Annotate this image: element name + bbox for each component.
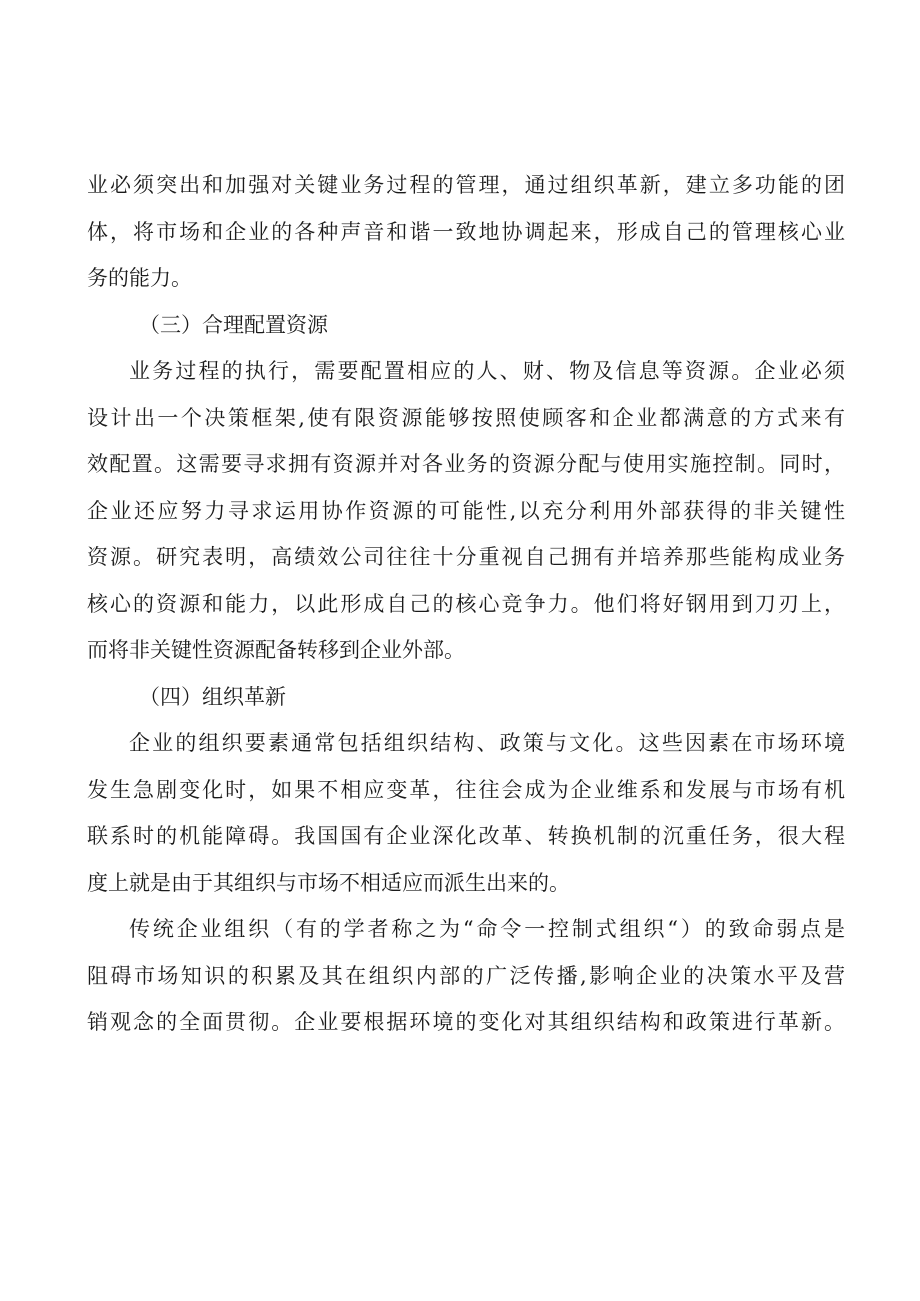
text-line: 效配置。这需要寻求拥有资源并对各业务的资源分配与使用实施控制。同时， bbox=[87, 452, 845, 476]
text-line: 体，将市场和企业的各种声音和谐一致地协调起来，形成自己的管理核心业 bbox=[87, 219, 845, 244]
text-line: 资源。研究表明，高绩效公司往往十分重视自己拥有并培养那些能构成业务 bbox=[87, 545, 845, 569]
text-line: 度上就是由于其组织与市场不相适应而派生出来的。 bbox=[87, 870, 570, 895]
text-line: 联系时的机能障碍。我国国有企业深化改革、转换机制的沉重任务，很大程 bbox=[87, 824, 845, 848]
text-line: 发生急剧变化时，如果不相应变革，往往会成为企业维系和发展与市场有机 bbox=[87, 777, 845, 802]
text-line: 企业的组织要素通常包括组织结构、政策与文化。这些因素在市场环境 bbox=[129, 731, 845, 755]
text-line: 核心的资源和能力，以此形成自己的核心竞争力。他们将好钢用到刀刃上， bbox=[87, 591, 845, 616]
paragraph-continued bbox=[87, 162, 845, 302]
section-heading-4: （四）组织革新 bbox=[139, 684, 286, 709]
text-line: 阻碍市场知识的积累及其在组织内部的广泛传播,影响企业的决策水平及营 bbox=[87, 963, 845, 988]
text-line: 销观念的全面贯彻。企业要根据环境的变化对其组织结构和政策进行革新。 bbox=[87, 1010, 845, 1034]
text-line: 传统企业组织（有的学者称之为“命令一控制式组织“）的致命弱点是 bbox=[129, 917, 845, 941]
text-line: 务的能力。 bbox=[87, 266, 192, 290]
text-line: 业务过程的执行，需要配置相应的人、财、物及信息等资源。企业必须 bbox=[129, 359, 845, 383]
text-line: 企业还应努力寻求运用协作资源的可能性,以充分利用外部获得的非关键性 bbox=[87, 498, 845, 523]
document-body bbox=[87, 162, 845, 1046]
text-line: 而将非关键性资源配备转移到企业外部。 bbox=[87, 638, 465, 662]
section-heading-3: （三）合理配置资源 bbox=[139, 312, 328, 337]
text-line: 设计出一个决策框架,使有限资源能够按照使顾客和企业都满意的方式来有 bbox=[87, 405, 845, 430]
paragraph-resources bbox=[87, 348, 845, 674]
paragraph-traditional-organization bbox=[87, 906, 845, 1046]
text-line: 业必须突出和加强对关键业务过程的管理，通过组织革新，建立多功能的团 bbox=[87, 173, 845, 197]
paragraph-organization bbox=[87, 720, 845, 906]
